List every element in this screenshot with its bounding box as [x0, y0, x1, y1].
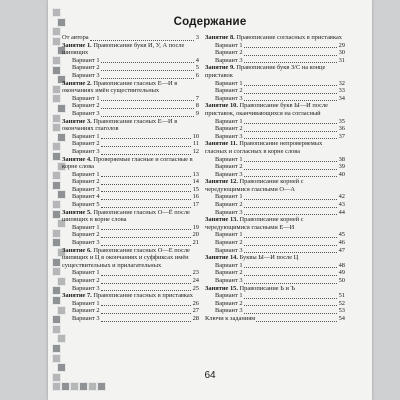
decorative-square — [52, 382, 61, 391]
toc-page-number: 28 — [192, 314, 199, 322]
dot-leader — [101, 116, 194, 117]
decorative-square — [52, 123, 61, 132]
dot-leader — [101, 146, 191, 147]
toc-page-number: 44 — [338, 208, 345, 216]
decorative-square — [52, 267, 61, 276]
toc-entry-label: Ключи к заданиям — [205, 314, 256, 322]
toc-lesson-topic: Правописание непроверяемых гласных и согласных в корне слова — [205, 140, 323, 155]
toc-lesson-topic: Проверяемые гласные и согласные в корне слова — [62, 155, 193, 171]
toc-variant-entry — [62, 57, 199, 65]
toc-page-number: 17 — [192, 201, 199, 209]
decorative-square — [52, 315, 61, 324]
toc-variant-entry — [62, 64, 199, 72]
toc-variant-entry — [62, 269, 199, 277]
dot-leader — [244, 62, 337, 63]
toc-variant-entry — [62, 285, 199, 293]
dot-leader — [244, 161, 337, 162]
toc-page-number: 10 — [192, 132, 199, 140]
toc-left-column — [62, 34, 199, 323]
toc-entry-label: Вариант 2 — [215, 49, 243, 57]
toc-page-number: 42 — [338, 193, 345, 201]
toc-variant-entry — [62, 201, 199, 209]
toc-entry-label: Вариант 2 — [215, 299, 243, 307]
toc-entry-label: Вариант 1 — [72, 170, 100, 178]
toc-entry-label: Занятие 7. — [62, 292, 92, 300]
dot-leader — [101, 138, 191, 139]
toc-entry-label: Вариант 3 — [72, 185, 100, 193]
toc-lesson-heading — [205, 285, 345, 293]
toc-lesson-topic: Правописание согласных в приставках — [234, 34, 342, 41]
toc-page-number: 5 — [195, 64, 199, 72]
dot-leader — [101, 108, 194, 109]
toc-lesson-topic: Правописание гласных О—Е после шипящих и Ц в окончаниях и суффиксах имён существительных и прилагательных — [62, 246, 190, 269]
dot-leader — [101, 207, 191, 208]
toc-variant-entry — [205, 156, 345, 164]
toc-lesson-heading — [205, 102, 345, 117]
dot-leader — [101, 275, 191, 276]
dot-leader — [244, 123, 337, 124]
toc-lesson-topic: Правописание гласных Е—И в окончаниях имён существительных — [62, 79, 178, 95]
toc-variant-entry — [62, 110, 199, 118]
toc-entry-label: Занятие 10. — [205, 102, 238, 110]
dot-leader — [244, 214, 337, 215]
dot-leader — [244, 100, 337, 101]
toc-page-number: 25 — [192, 284, 199, 292]
toc-page-number: 11 — [192, 140, 199, 148]
dot-leader — [101, 100, 194, 101]
dot-leader — [101, 229, 191, 230]
toc-entry-label: Вариант 3 — [215, 94, 243, 102]
toc-variant-entry — [205, 80, 345, 88]
dot-leader — [90, 40, 194, 41]
toc-entry-label: Занятие 5. — [62, 208, 92, 216]
toc-entry-label: Занятие 13. — [205, 216, 238, 224]
toc-page-number: 4 — [195, 56, 199, 64]
toc-lesson-heading — [205, 64, 345, 79]
dot-leader — [244, 245, 337, 246]
toc-entry — [205, 315, 345, 323]
toc-entry-label: От автора — [62, 34, 89, 41]
toc-lesson-topic: Правописание букв Ы—И после приставок, оканчивающихся на согласный — [205, 102, 328, 117]
toc-page-number: 51 — [338, 292, 345, 300]
toc-lesson-topic: Буквы Ы—И после Ц — [237, 254, 299, 262]
toc-entry-label: Вариант 1 — [215, 155, 243, 163]
dot-leader — [244, 252, 337, 253]
toc-page-number: 13 — [192, 170, 199, 178]
toc-variant-entry — [205, 163, 345, 171]
toc-page-number: 49 — [338, 269, 345, 277]
toc-lesson-topic: Правописание гласных Е—И в окончаниях глаголов — [62, 117, 178, 133]
toc-entry-label: Вариант 2 — [215, 239, 243, 247]
toc-right-column — [205, 34, 345, 323]
toc-entry-label: Вариант 2 — [72, 307, 100, 315]
dot-leader — [101, 245, 191, 246]
toc-entry-label: Занятие 3. — [62, 117, 92, 125]
toc-variant-entry — [62, 133, 199, 141]
toc-entry-label: Вариант 1 — [215, 41, 243, 49]
dot-leader — [244, 283, 337, 284]
toc-variant-entry — [205, 118, 345, 126]
toc-page-number: 50 — [338, 277, 345, 284]
decorative-square — [52, 296, 61, 305]
toc-lesson-heading — [205, 140, 345, 155]
dot-leader — [244, 176, 337, 177]
toc-lesson-heading — [62, 156, 199, 171]
dot-leader — [244, 131, 337, 132]
toc-page-number: 37 — [338, 132, 345, 140]
toc-page-number: 30 — [338, 49, 345, 57]
decorative-square — [70, 382, 79, 391]
toc-variant-entry — [205, 231, 345, 239]
toc-lesson-heading — [205, 34, 345, 42]
toc-page-number: 7 — [195, 94, 199, 102]
dot-leader — [101, 62, 194, 63]
toc-entry-label: Вариант 2 — [215, 125, 243, 133]
toc-page-number: 21 — [192, 239, 199, 247]
decorative-square — [52, 114, 61, 123]
toc-entry-label: Занятие 6. — [62, 246, 92, 254]
toc-entry-label: Вариант 1 — [72, 223, 100, 231]
toc-variant-entry — [62, 224, 199, 232]
toc-variant-entry — [62, 307, 199, 315]
toc-variant-entry — [205, 171, 345, 179]
toc-lesson-topic: Правописание Ь и Ъ — [237, 284, 296, 292]
toc-page-number: 34 — [338, 94, 345, 102]
toc-lesson-topic: Правописание корней с чередующимися гласными Е—И — [205, 216, 304, 231]
toc-entry-label: Вариант 1 — [72, 94, 100, 102]
toc-variant-entry — [62, 95, 199, 103]
toc-variant-entry — [62, 186, 199, 194]
decorative-square — [88, 382, 97, 391]
toc-page-number: 40 — [338, 170, 345, 178]
decorative-square — [79, 382, 88, 391]
dot-leader — [244, 93, 337, 94]
decorative-square — [52, 210, 61, 219]
dot-leader — [244, 275, 337, 276]
page-number: 64 — [204, 370, 216, 381]
dot-leader — [244, 55, 337, 56]
toc-lesson-heading — [205, 216, 345, 231]
toc-entry-label: Вариант 3 — [72, 314, 100, 322]
toc-variant-entry — [205, 125, 345, 133]
dot-leader — [256, 321, 336, 322]
toc-page-number: 27 — [192, 307, 199, 315]
toc-page-number: 38 — [338, 155, 345, 163]
toc-variant-entry — [205, 133, 345, 141]
decorative-square — [52, 171, 61, 180]
decorative-square — [52, 94, 61, 103]
toc-page-number: 36 — [338, 125, 345, 133]
toc-page-number: 52 — [338, 299, 345, 307]
toc-lesson-heading — [205, 178, 345, 193]
toc-entry-label: Вариант 4 — [72, 193, 100, 201]
toc-page-number: 43 — [338, 201, 345, 209]
toc-variant-entry — [62, 315, 199, 323]
toc-entry-label: Вариант 3 — [215, 208, 243, 216]
toc-variant-entry — [205, 95, 345, 103]
toc-entry-label: Вариант 2 — [72, 64, 100, 72]
dot-leader — [101, 176, 191, 177]
toc-entry-label: Вариант 1 — [72, 132, 100, 140]
toc-variant-entry — [205, 87, 345, 95]
decorative-square — [52, 354, 61, 363]
toc-entry-label: Вариант 1 — [215, 117, 243, 125]
dot-leader — [101, 199, 191, 200]
toc-variant-entry — [205, 292, 345, 300]
dot-leader — [244, 267, 337, 268]
toc-entry-label: Вариант 2 — [215, 87, 243, 95]
toc-variant-entry — [205, 247, 345, 255]
decorative-square — [57, 334, 66, 343]
toc-entry-label: Вариант 2 — [215, 163, 243, 171]
decorative-square — [52, 286, 61, 295]
toc-entry-label: Занятие 2. — [62, 79, 92, 87]
decorative-square — [52, 85, 61, 94]
toc-entry-label: Вариант 3 — [72, 109, 100, 117]
toc-lesson-topic: Правописание букв З/С на конце приставок — [205, 64, 326, 79]
dot-leader — [101, 283, 191, 284]
toc-page-number: 54 — [338, 314, 345, 322]
toc-variant-entry — [205, 209, 345, 217]
toc-variant-entry — [62, 300, 199, 308]
toc-page-number: 9 — [195, 109, 199, 117]
dot-leader — [244, 305, 337, 306]
decorative-square — [97, 382, 106, 391]
toc-entry-label: Вариант 2 — [72, 102, 100, 110]
toc-variant-entry — [62, 171, 199, 179]
toc-page-number: 8 — [195, 102, 199, 110]
dot-leader — [244, 199, 337, 200]
toc-variant-entry — [205, 42, 345, 50]
dot-leader — [101, 70, 194, 71]
dot-leader — [244, 85, 337, 86]
decorative-square — [52, 27, 61, 36]
toc-entry-label: Вариант 2 — [72, 231, 100, 239]
toc-entry-label: Вариант 3 — [215, 56, 243, 64]
toc-page-number: 6 — [195, 71, 199, 79]
toc-variant-entry — [205, 193, 345, 201]
toc-variant-entry — [62, 277, 199, 285]
toc-page-number: 16 — [192, 193, 199, 201]
dot-leader — [101, 321, 191, 322]
toc-page-number: 14 — [192, 178, 199, 186]
dot-leader — [244, 47, 337, 48]
toc-entry-label: Вариант 3 — [215, 246, 243, 254]
toc-page-number: 32 — [338, 79, 345, 87]
toc-lesson-topic: Правописание гласных в приставках — [91, 292, 193, 300]
toc-variant-entry — [62, 140, 199, 148]
toc-entry-label: Вариант 1 — [215, 193, 243, 201]
toc-page-number: 20 — [192, 231, 199, 239]
toc-entry-label: Вариант 2 — [215, 269, 243, 277]
dot-leader — [101, 305, 191, 306]
toc-page-number: 48 — [338, 261, 345, 269]
toc-page-number: 26 — [192, 299, 199, 307]
toc-entry — [62, 34, 199, 42]
toc-variant-entry — [62, 148, 199, 156]
toc-page-number: 53 — [338, 307, 345, 315]
dot-leader — [244, 313, 337, 314]
toc-entry-label: Занятие 11. — [205, 140, 238, 148]
toc-variant-entry — [62, 72, 199, 80]
toc-entry-label: Вариант 1 — [72, 269, 100, 277]
dot-leader — [101, 184, 191, 185]
toc-lesson-heading — [205, 254, 345, 262]
decorative-square — [52, 152, 61, 161]
toc-variant-entry — [205, 201, 345, 209]
toc-page-number: 31 — [338, 56, 345, 64]
toc-variant-entry — [205, 49, 345, 57]
toc-entry-label: Занятие 12. — [205, 178, 238, 186]
decorative-square — [52, 200, 61, 209]
toc-page-number: 45 — [338, 231, 345, 239]
toc-entry-label: Занятие 8. — [205, 34, 235, 41]
toc-variant-entry — [205, 57, 345, 65]
toc-variant-entry — [205, 239, 345, 247]
toc-page-number: 12 — [192, 147, 199, 155]
toc-variant-entry — [62, 193, 199, 201]
decorative-square — [52, 37, 61, 46]
decorative-square — [52, 56, 61, 65]
toc-page-number: 19 — [192, 223, 199, 231]
decorative-square — [52, 238, 61, 247]
toc-entry-label: Вариант 2 — [215, 201, 243, 209]
toc-entry-label: Вариант 2 — [72, 277, 100, 284]
toc-variant-entry — [62, 178, 199, 186]
toc-page-number: 33 — [338, 87, 345, 95]
toc-page-number: 3 — [195, 34, 199, 41]
decorative-square — [52, 325, 61, 334]
toc-page-number: 23 — [192, 269, 199, 277]
dot-leader — [244, 237, 337, 238]
toc-variant-entry — [205, 262, 345, 270]
toc-page-number: 46 — [338, 239, 345, 247]
toc-lesson-heading — [62, 209, 199, 224]
toc-lesson-heading — [62, 42, 199, 57]
dot-leader — [244, 138, 337, 139]
toc-entry-label: Вариант 1 — [72, 299, 100, 307]
toc-lesson-topic: Правописание гласных О—Ё после шипящих в корне слова — [62, 208, 190, 224]
decorative-square — [52, 344, 61, 353]
toc-entry-label: Вариант 1 — [215, 261, 243, 269]
decorative-square — [52, 181, 61, 190]
toc-lesson-heading — [62, 247, 199, 270]
toc-lesson-topic: Правописание корней с чередующимися гласными О—А — [205, 178, 304, 193]
decorative-square — [52, 258, 61, 267]
dot-leader — [101, 313, 191, 314]
toc-entry-label: Вариант 3 — [215, 170, 243, 178]
toc-variant-entry — [205, 269, 345, 277]
toc-page-number: 24 — [192, 277, 199, 284]
toc-page-number: 47 — [338, 246, 345, 254]
toc-entry-label: Вариант 2 — [72, 140, 100, 148]
book-page — [48, 0, 372, 400]
toc-variant-entry — [205, 300, 345, 308]
toc-lesson-topic: Правописание букв И, У, А после шипящих — [62, 41, 185, 57]
toc-lesson-heading — [62, 80, 199, 95]
decorative-square — [52, 66, 61, 75]
toc-variant-entry — [205, 277, 345, 285]
toc-entry-label: Вариант 3 — [72, 284, 100, 292]
toc-variant-entry — [205, 307, 345, 315]
toc-lesson-heading — [62, 118, 199, 133]
toc-entry-label: Вариант 5 — [72, 201, 100, 209]
decorative-square — [61, 382, 70, 391]
toc-entry-label: Вариант 3 — [72, 147, 100, 155]
dot-leader — [244, 207, 337, 208]
toc-entry-label: Вариант 1 — [72, 56, 100, 64]
decorative-square — [52, 229, 61, 238]
toc-page-number: 35 — [338, 117, 345, 125]
dot-leader — [101, 237, 191, 238]
toc-entry-label: Занятие 1. — [62, 41, 92, 49]
toc-page-number: 15 — [192, 185, 199, 193]
decorative-square — [52, 142, 61, 151]
dot-leader — [101, 154, 191, 155]
toc-entry-label: Вариант 1 — [215, 79, 243, 87]
dot-leader — [244, 298, 337, 299]
dot-leader — [101, 290, 191, 291]
toc-entry-label: Вариант 2 — [72, 178, 100, 186]
toc-page-number: 39 — [338, 163, 345, 171]
toc-entry-label: Вариант 1 — [215, 292, 243, 300]
toc-variant-entry — [62, 239, 199, 247]
toc-entry-label: Занятие 15. — [205, 284, 238, 292]
toc-lesson-heading — [62, 292, 199, 300]
toc-entry-label: Вариант 3 — [72, 71, 100, 79]
toc-variant-entry — [62, 231, 199, 239]
toc-entry-label: Вариант 3 — [215, 132, 243, 140]
page-title: Содержание — [173, 16, 247, 28]
toc-entry-label: Занятие 9. — [205, 64, 235, 72]
dot-leader — [101, 78, 194, 79]
toc-entry-label: Вариант 3 — [215, 307, 243, 315]
toc-entry-label: Занятие 4. — [62, 155, 92, 163]
dot-leader — [101, 191, 191, 192]
toc-page-number: 29 — [338, 41, 345, 49]
toc-entry-label: Занятие 14. — [205, 254, 238, 262]
toc-entry-label: Вариант 3 — [215, 277, 243, 284]
toc-entry-label: Вариант 3 — [72, 239, 100, 247]
dot-leader — [244, 169, 337, 170]
toc-variant-entry — [62, 102, 199, 110]
toc-entry-label: Вариант 1 — [215, 231, 243, 239]
